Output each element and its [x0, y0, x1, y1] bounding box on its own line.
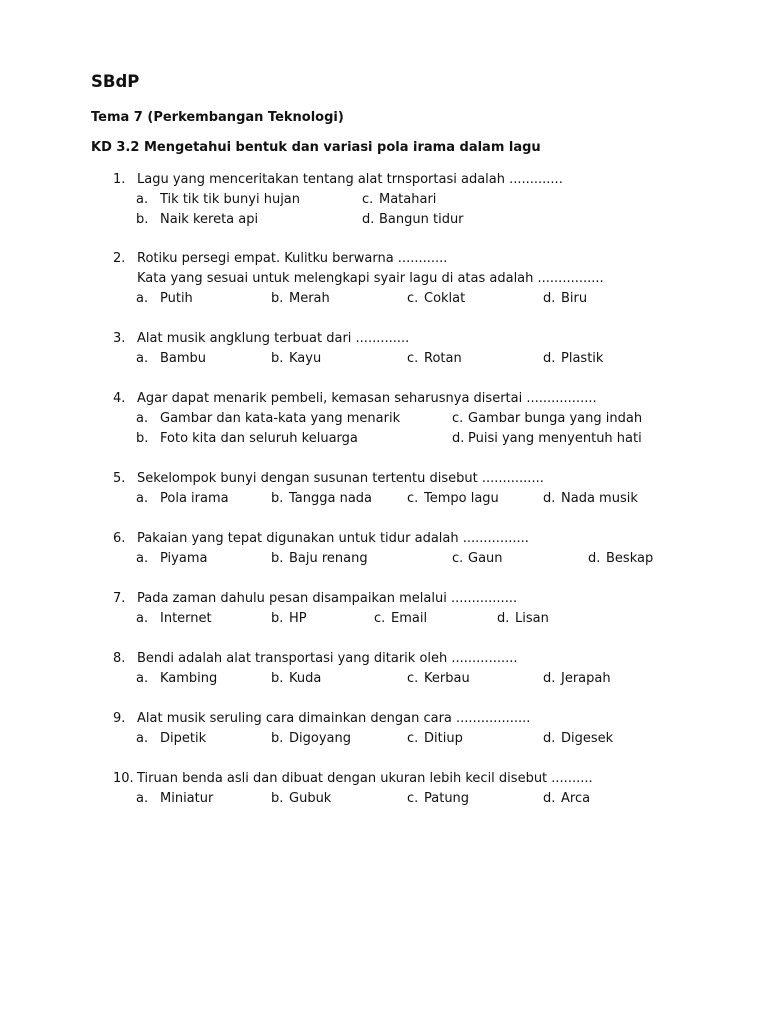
option-text: Internet [160, 611, 212, 626]
option-letter: b. [271, 551, 284, 566]
option-letter: d. [497, 611, 510, 626]
option-letter: c. [452, 551, 464, 566]
question-text: Alat musik seruling cara dimainkan dengan cara .................. [137, 711, 531, 726]
option-letter: b. [271, 291, 284, 306]
option-letter: b. [271, 791, 284, 806]
question-text: Bendi adalah alat transportasi yang ditarik oleh ................ [137, 651, 518, 666]
option-letter: a. [136, 731, 149, 746]
option-text: Gubuk [289, 791, 332, 806]
option-text: Miniatur [160, 791, 214, 806]
question-text: Rotiku persegi empat. Kulitku berwarna ............ [137, 251, 448, 266]
option-letter: c. [407, 671, 419, 686]
option-letter: d. [452, 431, 465, 446]
theme-heading: Tema 7 (Perkembangan Teknologi) [91, 110, 344, 125]
option-text: Gambar bunga yang indah [468, 411, 643, 426]
option-text: Patung [424, 791, 470, 806]
option-text: Beskap [606, 551, 654, 566]
question-text: Agar dapat menarik pembeli, kemasan seharusnya disertai ................. [137, 391, 597, 406]
option-text: Coklat [424, 291, 466, 306]
option-text: Matahari [379, 192, 437, 207]
question-number: 9. [113, 711, 126, 726]
option-text: Jerapah [561, 671, 611, 686]
option-text: Dipetik [160, 731, 207, 746]
option-text: Tik tik tik bunyi hujan [160, 192, 301, 207]
option-letter: c. [407, 351, 419, 366]
option-letter: b. [136, 212, 149, 227]
question-number: 10. [113, 771, 134, 786]
option-letter: c. [452, 411, 464, 426]
option-letter: b. [271, 351, 284, 366]
option-letter: c. [407, 291, 419, 306]
option-letter: a. [136, 291, 149, 306]
option-letter: d. [543, 671, 556, 686]
option-letter: c. [362, 192, 374, 207]
option-letter: b. [271, 731, 284, 746]
option-text: Lisan [515, 611, 549, 626]
option-letter: b. [271, 611, 284, 626]
option-letter: d. [543, 351, 556, 366]
option-letter: d. [543, 291, 556, 306]
option-text: Kambing [160, 671, 218, 686]
subject-title: SBdP [91, 72, 140, 91]
option-text: Rotan [424, 351, 462, 366]
question-text: Alat musik angklung terbuat dari ............. [137, 331, 410, 346]
question-text: Lagu yang menceritakan tentang alat trnsportasi adalah ............. [137, 172, 563, 187]
option-text: Nada musik [561, 491, 638, 506]
question-number: 3. [113, 331, 126, 346]
question-number: 1. [113, 172, 126, 187]
option-letter: c. [407, 491, 419, 506]
option-letter: c. [407, 731, 419, 746]
option-text: HP [289, 611, 307, 626]
kd-heading: KD 3.2 Mengetahui bentuk dan variasi pola irama dalam lagu [91, 140, 541, 155]
option-text: Gaun [468, 551, 503, 566]
option-letter: a. [136, 411, 149, 426]
option-letter: d. [588, 551, 601, 566]
option-text: Piyama [160, 551, 208, 566]
option-text: Kerbau [424, 671, 470, 686]
option-text: Bangun tidur [379, 212, 464, 227]
question-text: Sekelompok bunyi dengan susunan tertentu disebut ............... [137, 471, 544, 486]
option-text: Bambu [160, 351, 207, 366]
option-letter: c. [374, 611, 386, 626]
question-number: 4. [113, 391, 126, 406]
option-letter: a. [136, 671, 149, 686]
option-text: Kayu [289, 351, 322, 366]
option-text: Baju renang [289, 551, 368, 566]
option-letter: a. [136, 611, 149, 626]
option-letter: a. [136, 551, 149, 566]
question-text: Pakaian yang tepat digunakan untuk tidur adalah ................ [137, 531, 529, 546]
option-letter: b. [136, 431, 149, 446]
option-letter: d. [543, 491, 556, 506]
option-text: Email [391, 611, 428, 626]
question-text: Kata yang sesuai untuk melengkapi syair lagu di atas adalah ................ [137, 271, 604, 286]
option-text: Digesek [561, 731, 614, 746]
option-text: Puisi yang menyentuh hati [468, 431, 642, 446]
question-number: 8. [113, 651, 126, 666]
option-text: Tangga nada [289, 491, 373, 506]
option-letter: a. [136, 491, 149, 506]
option-text: Pola irama [160, 491, 229, 506]
option-text: Arca [561, 791, 591, 806]
option-text: Ditiup [424, 731, 463, 746]
option-letter: a. [136, 192, 149, 207]
option-text: Putih [160, 291, 193, 306]
option-text: Tempo lagu [424, 491, 499, 506]
question-number: 2. [113, 251, 126, 266]
option-text: Gambar dan kata-kata yang menarik [160, 411, 401, 426]
question-text: Pada zaman dahulu pesan disampaikan melalui ................ [137, 591, 518, 606]
option-text: Biru [561, 291, 588, 306]
option-letter: d. [543, 731, 556, 746]
question-text: Tiruan benda asli dan dibuat dengan ukuran lebih kecil disebut .......... [137, 771, 593, 786]
question-number: 6. [113, 531, 126, 546]
option-text: Naik kereta api [160, 212, 259, 227]
question-number: 7. [113, 591, 126, 606]
option-letter: a. [136, 791, 149, 806]
option-letter: a. [136, 351, 149, 366]
question-number: 5. [113, 471, 126, 486]
option-text: Digoyang [289, 731, 351, 746]
option-letter: d. [543, 791, 556, 806]
option-letter: c. [407, 791, 419, 806]
option-text: Plastik [561, 351, 604, 366]
option-text: Kuda [289, 671, 322, 686]
option-letter: b. [271, 491, 284, 506]
option-text: Merah [289, 291, 330, 306]
option-text: Foto kita dan seluruh keluarga [160, 431, 358, 446]
option-letter: b. [271, 671, 284, 686]
option-letter: d. [362, 212, 375, 227]
